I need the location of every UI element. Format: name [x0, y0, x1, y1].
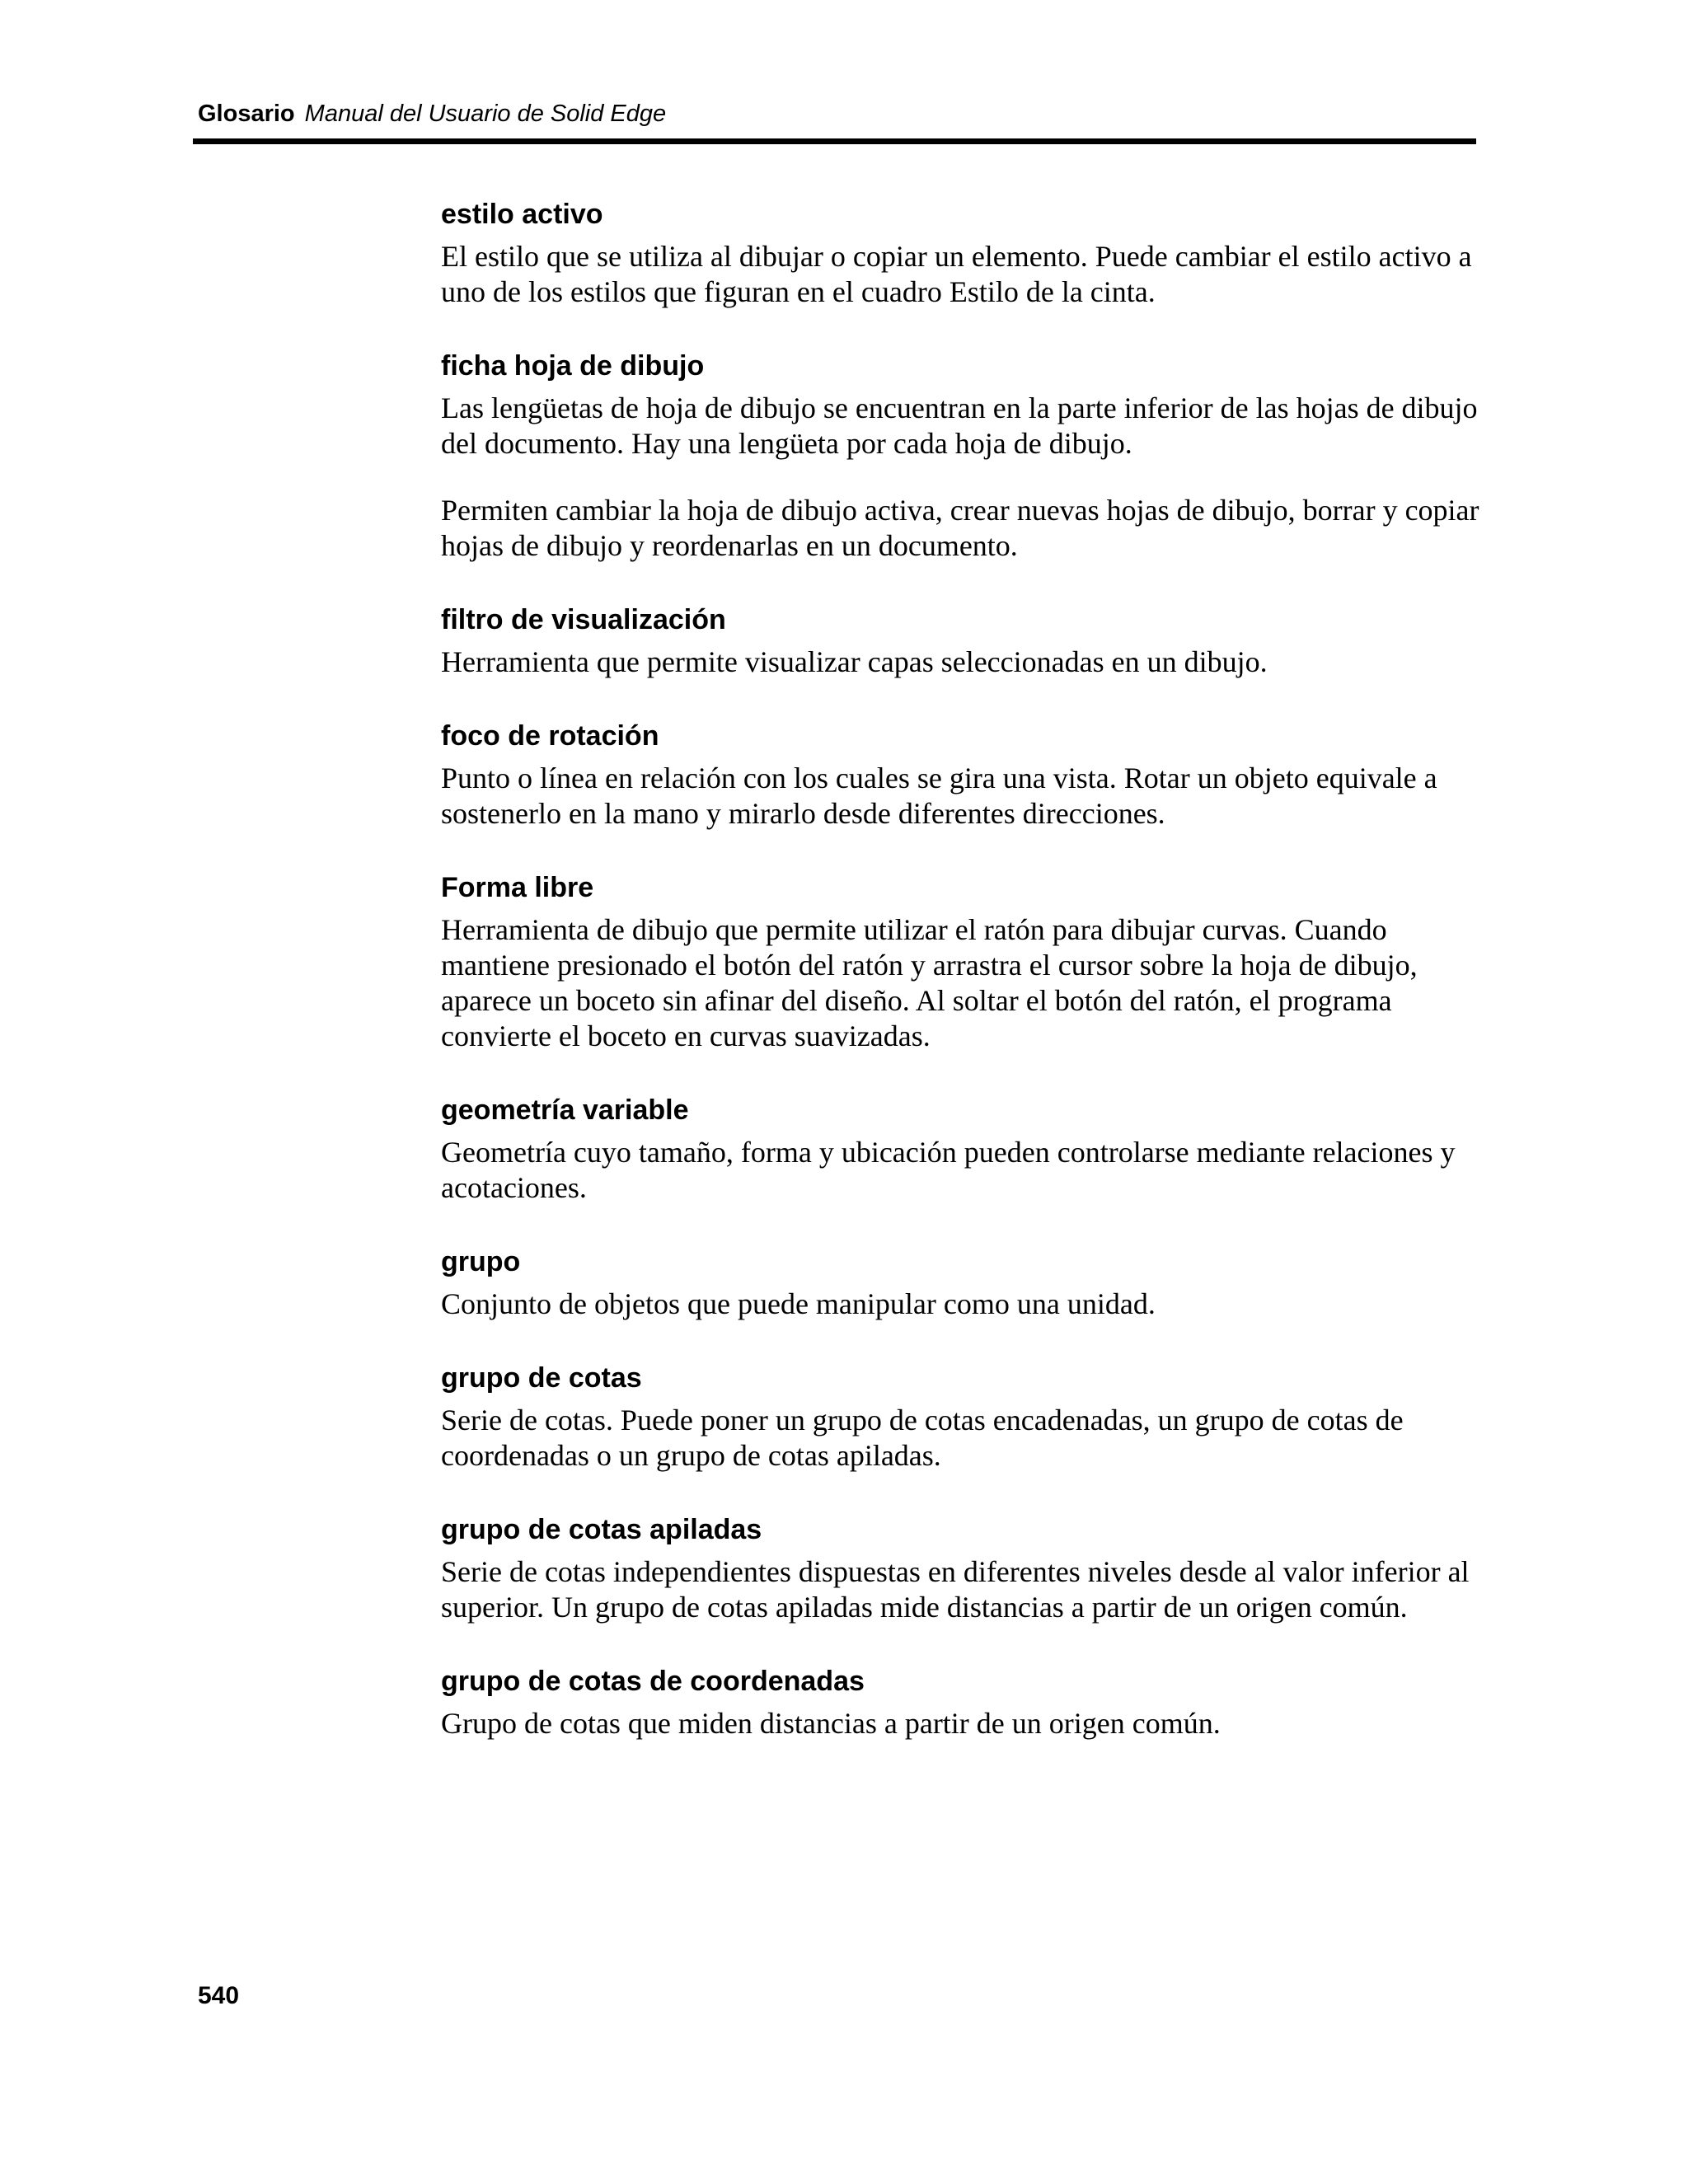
glossary-term: grupo de cotas: [441, 1362, 642, 1394]
header-rule: [193, 138, 1476, 144]
glossary-term: ficha hoja de dibujo: [441, 350, 705, 382]
glossary-term: grupo: [441, 1246, 521, 1277]
glossary-term: grupo de cotas de coordenadas: [441, 1666, 865, 1697]
glossary-definition: Herramienta de dibujo que permite utilizar el ratón para dibujar curvas. Cuando mantiene presionado el botón del ratón y arrastra el cursor sobre la hoja de dibujo, aparece un boceto sin afinar del diseño. Al soltar el botón del ratón, el programa convierte el boceto en curvas suavizadas.: [441, 913, 1418, 1052]
glossary-term: foco de rotación: [441, 720, 659, 752]
glossary-term: estilo activo: [441, 199, 603, 230]
glossary-entry: [441, 196, 1479, 310]
glossary-entry: [441, 1663, 1479, 1741]
glossary-definition: Serie de cotas. Puede poner un grupo de cotas encadenadas, un grupo de cotas de coordenadas o un grupo de cotas apiladas.: [441, 1404, 1404, 1472]
glossary-definition: El estilo que se utiliza al dibujar o copiar un elemento. Puede cambiar el estilo activo a uno de los estilos que figuran en el cuadro Estilo de la cinta.: [441, 240, 1472, 308]
glossary-definition: Permiten cambiar la hoja de dibujo activa, crear nuevas hojas de dibujo, borrar y copiar hojas de dibujo y reordenarlas en un documento.: [441, 494, 1479, 562]
glossary-entries: [441, 196, 1479, 1779]
glossary-definition: Grupo de cotas que miden distancias a partir de un origen común.: [441, 1707, 1221, 1740]
header-section-label: Glosario: [198, 101, 295, 127]
glossary-entry: [441, 718, 1479, 832]
glossary-entry: [441, 1360, 1479, 1474]
glossary-definition: Las lengüetas de hoja de dibujo se encuentran en la parte inferior de las hojas de dibujo del documento. Hay una lengüeta por cada hoja de dibujo.: [441, 391, 1478, 460]
glossary-definition: Serie de cotas independientes dispuestas en diferentes niveles desde al valor inferior al superior. Un grupo de cotas apiladas mide distancias a partir de un origen común.: [441, 1555, 1470, 1624]
glossary-term: geometría variable: [441, 1094, 689, 1126]
glossary-definition: Conjunto de objetos que puede manipular como una unidad.: [441, 1287, 1156, 1320]
glossary-definition: Punto o línea en relación con los cuales se gira una vista. Rotar un objeto equivale a sostenerlo en la mano y mirarlo desde diferentes direcciones.: [441, 762, 1437, 830]
glossary-term: filtro de visualización: [441, 604, 726, 635]
glossary-entry: [441, 1511, 1479, 1625]
glossary-definition: Herramienta que permite visualizar capas seleccionadas en un dibujo.: [441, 645, 1268, 678]
glossary-entry: [441, 869, 1479, 1054]
glossary-term: Forma libre: [441, 872, 594, 903]
page-number: 540: [198, 1982, 240, 2009]
glossary-entry: [441, 1244, 1479, 1322]
glossary-definition: Geometría cuyo tamaño, forma y ubicación pueden controlarse mediante relaciones y acotaciones.: [441, 1136, 1456, 1204]
glossary-term: grupo de cotas apiladas: [441, 1514, 762, 1545]
glossary-entry: [441, 602, 1479, 680]
glossary-entry: [441, 1092, 1479, 1206]
glossary-entry: [441, 348, 1479, 564]
running-header: [198, 97, 666, 130]
header-document-title: Manual del Usuario de Solid Edge: [304, 101, 667, 127]
